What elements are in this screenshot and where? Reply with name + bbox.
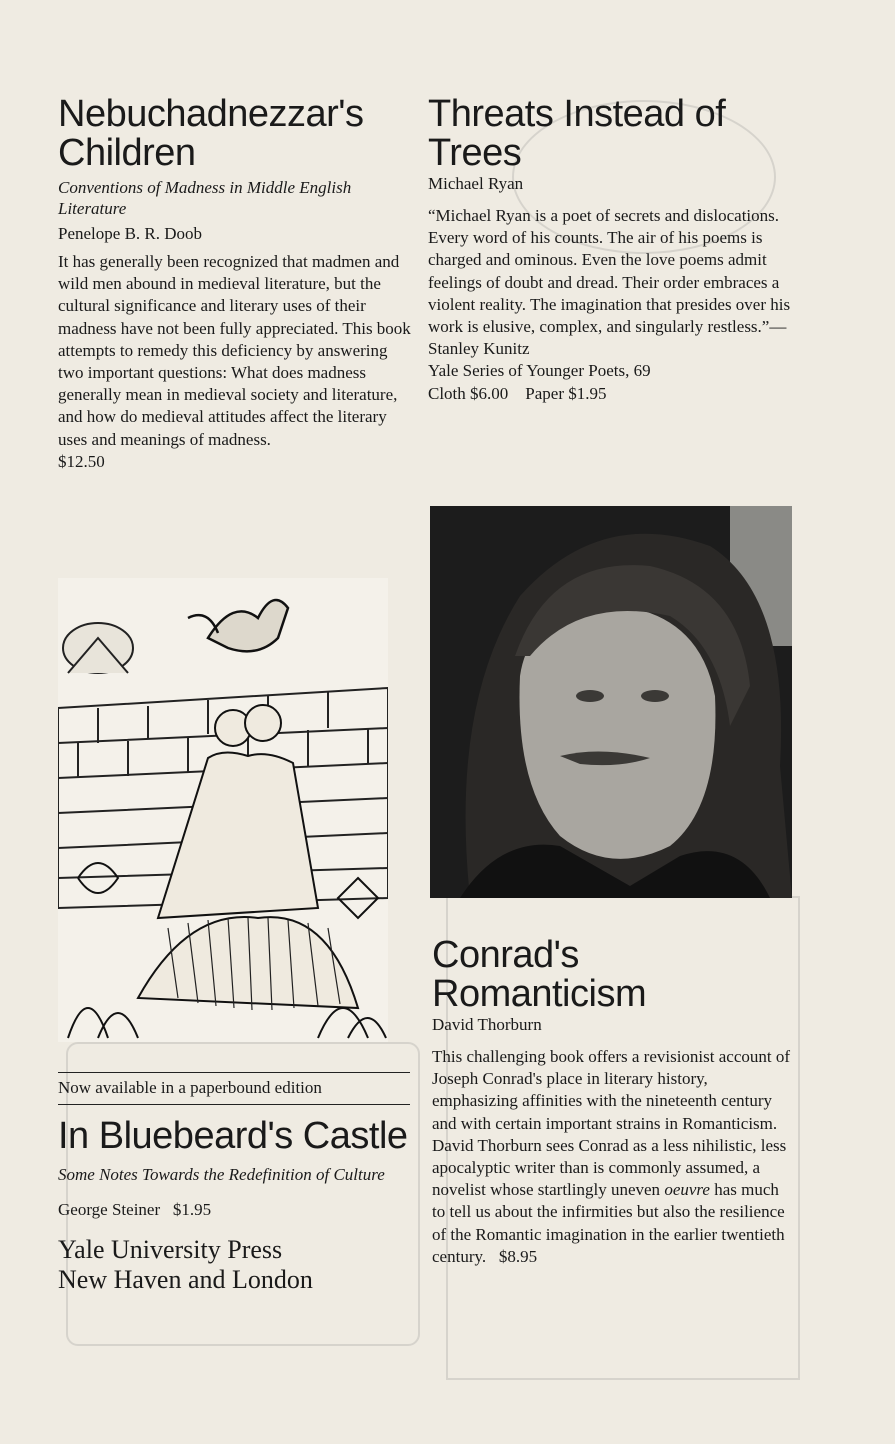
right-column (428, 95, 793, 405)
publisher-name: Yale University Press (58, 1235, 283, 1265)
book-description-nebuchadnezzar: It has generally been recognized that madmen and wild men abound in medieval literature, but the cultural significance and literary uses of their madness have not been fully appreciated. This book attempts to remedy this deficiency by answering two important questions: What does madness generally mean in medieval society and literature, and how do medieval attitudes affect the literary uses and meanings of madness. (58, 252, 411, 449)
book-description-conrad (432, 1046, 794, 1268)
publisher-location: New Haven and London (58, 1265, 313, 1295)
book-author-ryan: Michael Ryan (428, 174, 524, 193)
author-photo (430, 506, 792, 898)
bluebeard-block (58, 1072, 413, 1295)
book-price-nebuchadnezzar: $12.50 (58, 451, 105, 471)
top-rule (58, 1072, 410, 1073)
book-title-threats: Threats Instead of Trees (428, 93, 726, 174)
conrad-description-end: has much to tell us about the infirmities but also the resilience of the Romantic imagination in the earlier twentieth century. (432, 1180, 785, 1266)
author-name-steiner: George Steiner (58, 1200, 161, 1220)
book-author-steiner (58, 1199, 413, 1221)
book-subtitle-bluebeard: Some Notes Towards the Redefinition of Culture (58, 1165, 385, 1185)
book-title-conrad: Conrad's Romanticism (432, 934, 647, 1015)
paperbound-notice: Now available in a paperbound edition (58, 1078, 322, 1097)
book-title-bluebeard: In Bluebeard's Castle (58, 1115, 408, 1158)
book-price-conrad: $8.95 (498, 1246, 538, 1266)
book-title-nebuchadnezzar: Nebuchadnezzar's Children (58, 93, 364, 174)
book-series-threats: Yale Series of Younger Poets, 69 (428, 361, 651, 381)
book-price-threats: Cloth $6.00 Paper $1.95 (428, 383, 607, 403)
book-author-doob: Penelope B. R. Doob (58, 224, 203, 243)
conrad-block (432, 936, 794, 1268)
conrad-description-start: This challenging book offers a revisionist account of Joseph Conrad's place in literary history, emphasizing affinities with the nineteenth century and with certain important strains in Romanticism. David Thorburn sees Conrad as a less nihilistic, less apocalyptic writer than is commonly assumed, a novelist whose startlingly uneven (432, 1047, 791, 1200)
woodcut-illustration (58, 578, 388, 1042)
bottom-rule (58, 1104, 410, 1105)
conrad-description-italic: oeuvre (664, 1180, 710, 1200)
book-quote-threats: “Michael Ryan is a poet of secrets and dislocations. Every word of his counts. The air of his poems is charged and ominous. Even the love poems admit feelings of doubt and dread. Their order embraces a violent reality. The imagination that presides over his work is elusive, complex, and singularly restless.”—Stanley Kunitz (428, 206, 791, 359)
left-column (58, 95, 413, 473)
book-subtitle-nebuchadnezzar: Conventions of Madness in Middle English Literature (58, 178, 352, 218)
book-author-thorburn: David Thorburn (432, 1015, 542, 1034)
book-price-bluebeard: $1.95 (172, 1200, 212, 1220)
